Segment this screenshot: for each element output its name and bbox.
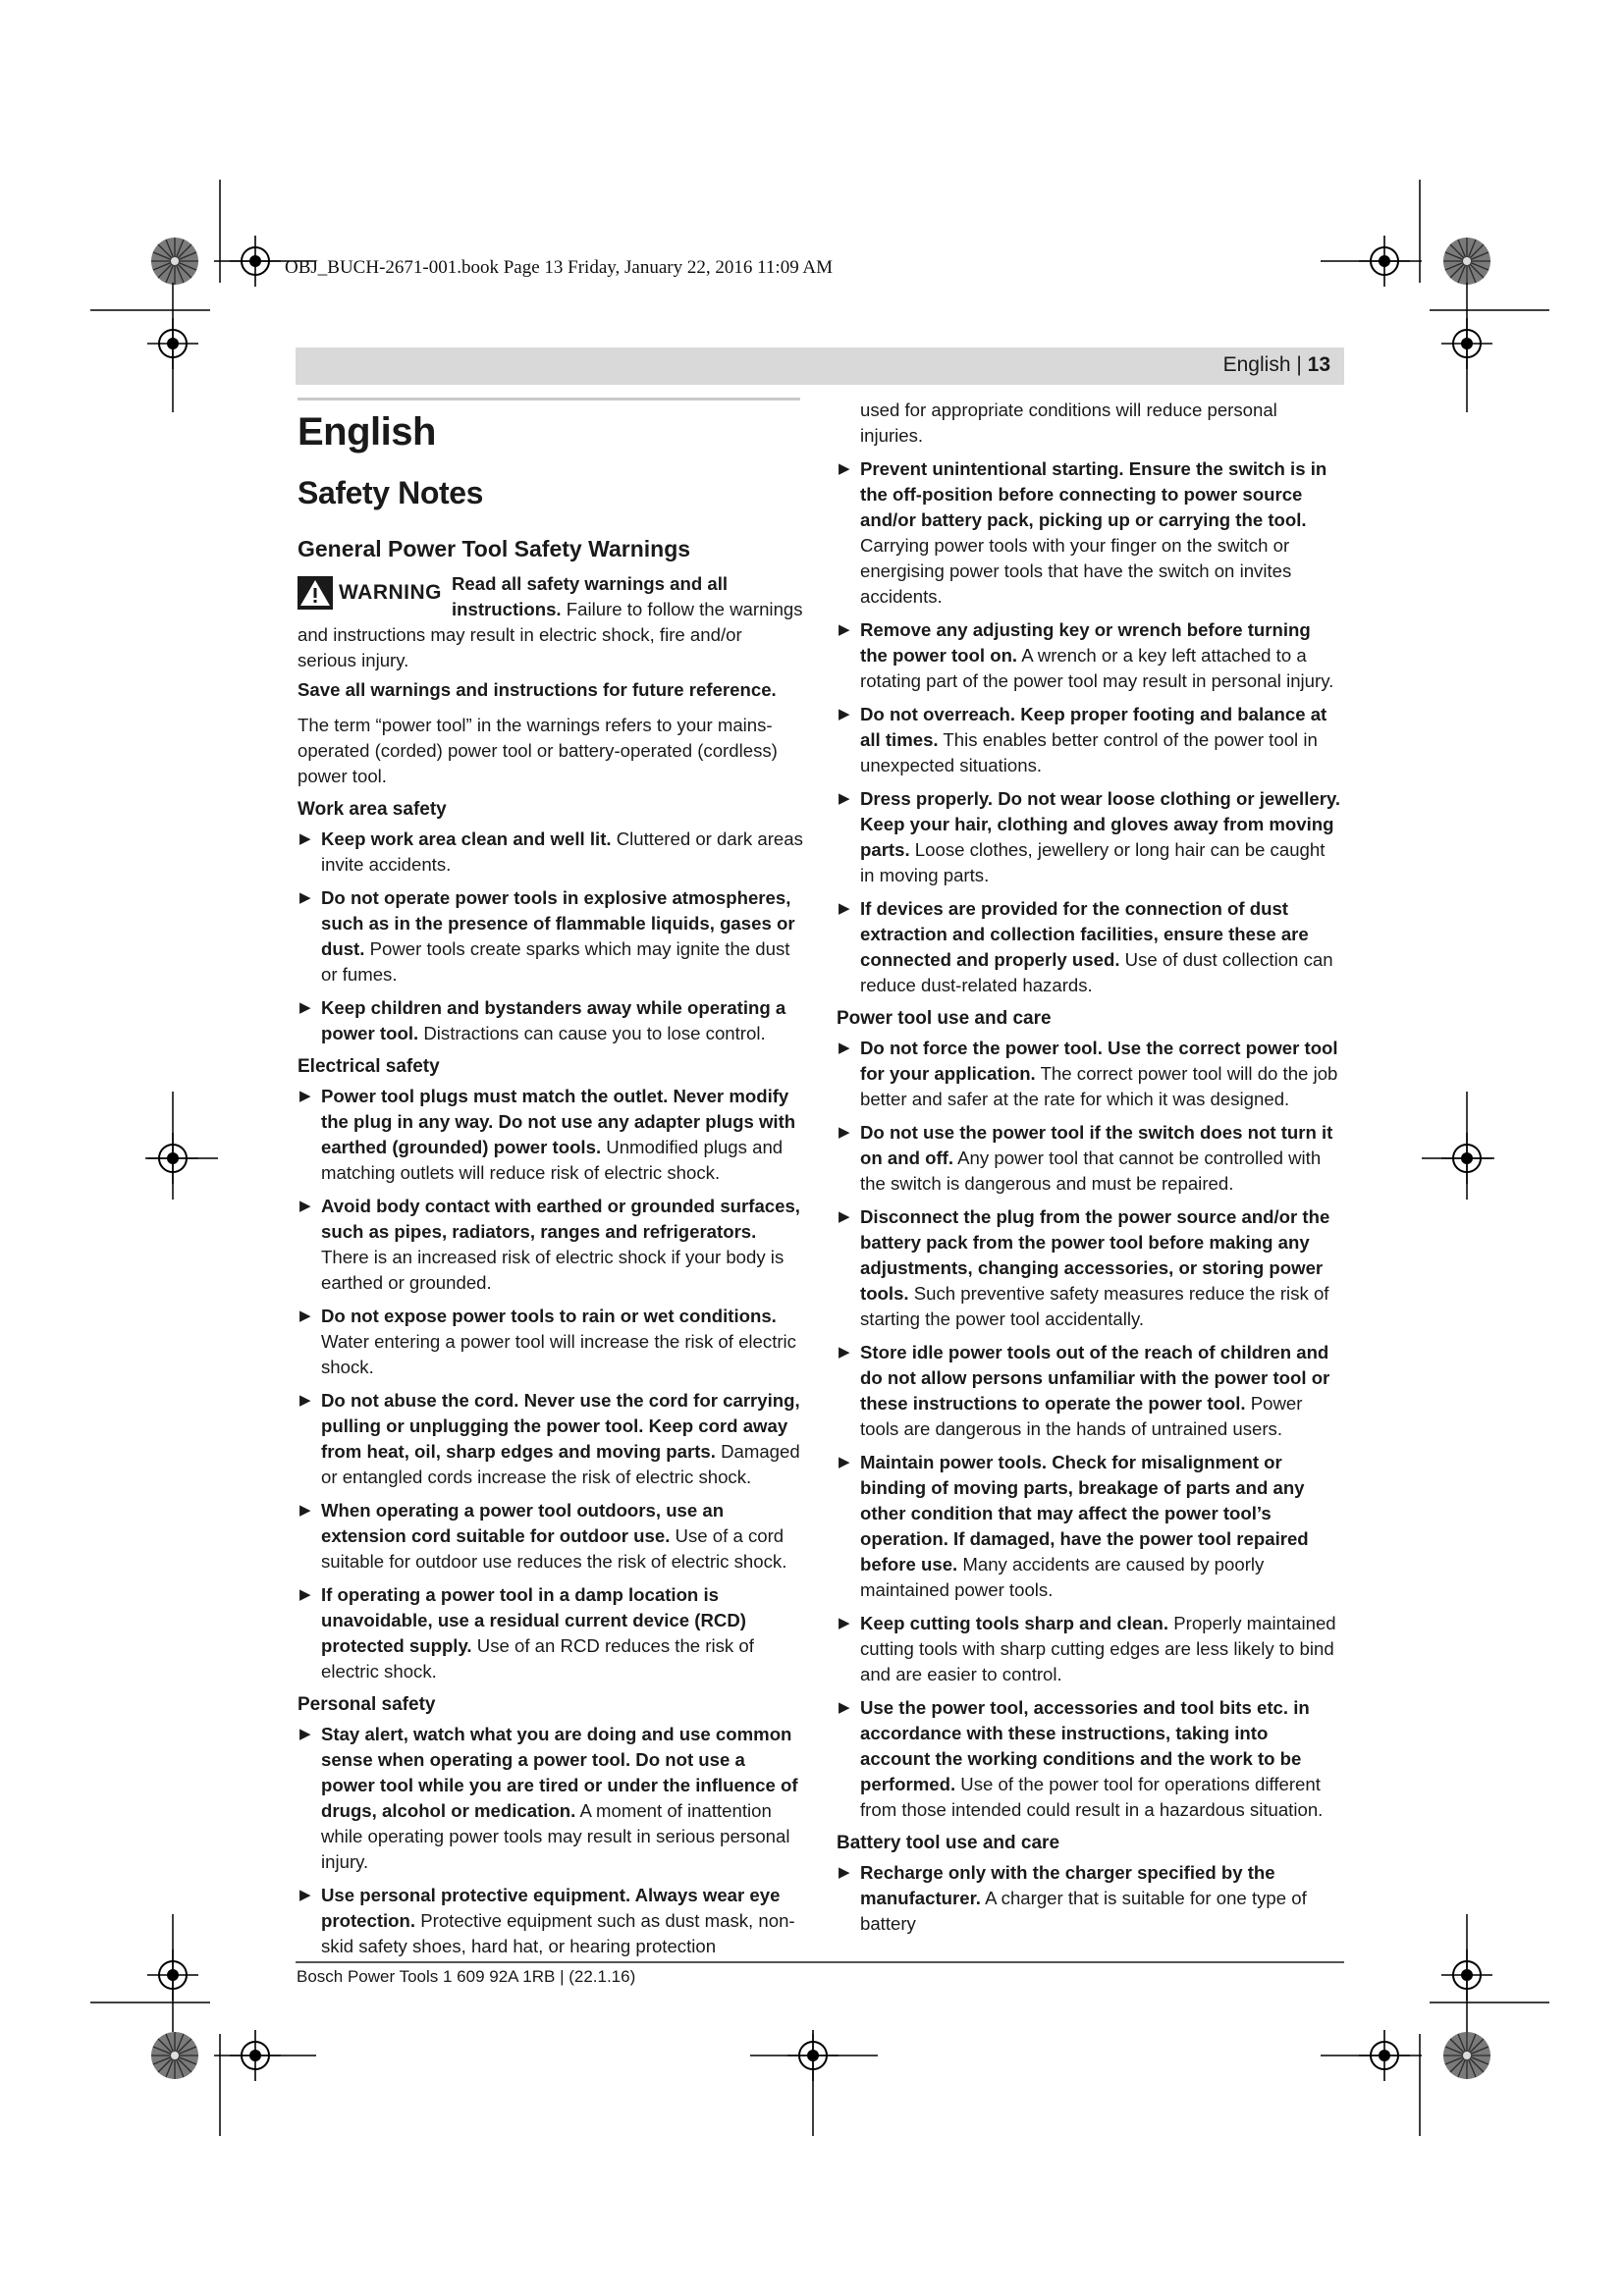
list-item — [837, 702, 1342, 778]
list-item — [298, 1388, 803, 1490]
list-item — [837, 1611, 1342, 1687]
header-separator: | — [1290, 353, 1308, 376]
item-bold: Use personal protective equipment. Always wear eye protection. — [321, 1885, 781, 1931]
bullet-arrow-icon: ▶ — [839, 1454, 850, 1470]
bullet-arrow-icon: ▶ — [299, 830, 311, 847]
bullet-arrow-icon: ▶ — [299, 1586, 311, 1603]
language-rule — [298, 398, 800, 400]
print-slug: OBJ_BUCH-2671-001.book Page 13 Friday, January 22, 2016 11:09 AM — [285, 257, 834, 278]
list-item — [837, 786, 1342, 888]
list-item — [837, 1120, 1342, 1197]
item-bold: Avoid body contact with earthed or grounded surfaces, such as pipes, radiators, ranges and refrigerators. — [321, 1196, 800, 1242]
item-text: Such preventive safety measures reduce the risk of starting the power tool accidentally. — [860, 1283, 1329, 1329]
footer-rule — [296, 1961, 1344, 1963]
list-item — [837, 1860, 1342, 1937]
item-text: Power tools are dangerous in the hands of untrained users. — [860, 1393, 1303, 1439]
item-bold: Keep children and bystanders away while operating a power tool. — [321, 997, 786, 1043]
item-bold: Disconnect the plug from the power source and/or the battery pack from the power tool before making any adjustments, changing accessories, or storing power tools. — [860, 1206, 1330, 1304]
item-bold: Power tool plugs must match the outlet. Never modify the plug in any way. Do not use any adapter plugs with earthed (grounded) power tools. — [321, 1086, 796, 1157]
item-text: Loose clothes, jewellery or long hair can be caught in moving parts. — [860, 839, 1326, 885]
warning-block — [298, 571, 803, 673]
item-bold: Stay alert, watch what you are doing and use common sense when operating a power tool. Do not use a power tool while you are tired or under the influence of drugs, alcohol or medication. — [321, 1724, 798, 1821]
bullet-arrow-icon: ▶ — [839, 621, 850, 638]
bullet-arrow-icon: ▶ — [839, 460, 850, 477]
item-bold: Do not expose power tools to rain or wet conditions. — [321, 1306, 777, 1326]
item-text: Use of dust collection can reduce dust-related hazards. — [860, 949, 1333, 995]
header-section: English — [1222, 353, 1291, 376]
power-tool-use-heading: Power tool use and care — [837, 1008, 1052, 1029]
battery-tool-heading: Battery tool use and care — [837, 1833, 1060, 1853]
item-text: There is an increased risk of electric shock if your body is earthed or grounded. — [321, 1247, 785, 1293]
item-text: A moment of inattention while operating power tools may result in serious personal injury. — [321, 1800, 790, 1872]
item-bold: Do not overreach. Keep proper footing and balance at all times. — [860, 704, 1327, 750]
power-tool-term-note: The term “power tool” in the warnings refers to your mains-operated (corded) power tool or battery-operated (cordless) power tool. — [298, 715, 778, 786]
item-text: Distractions can cause you to lose control. — [418, 1023, 766, 1043]
work-area-heading: Work area safety — [298, 799, 447, 820]
general-warnings-heading: General Power Tool Safety Warnings — [298, 536, 691, 561]
item-text: Any power tool that cannot be controlled with the switch is dangerous and must be repaired. — [860, 1148, 1322, 1194]
item-text: Properly maintained cutting tools with sharp cutting edges are less likely to bind and are easier to control. — [860, 1613, 1336, 1684]
bullet-arrow-icon: ▶ — [299, 1887, 311, 1903]
bullet-arrow-icon: ▶ — [839, 1864, 850, 1881]
item-bold: If devices are provided for the connection of dust extraction and collection facilities, ensure these are connected and properly used. — [860, 898, 1309, 970]
item-bold: Dress properly. Do not wear loose clothing or jewellery. Keep your hair, clothing and gloves away from moving parts. — [860, 788, 1341, 860]
bullet-arrow-icon: ▶ — [299, 1726, 311, 1742]
item-bold: Remove any adjusting key or wrench before turning the power tool on. — [860, 619, 1311, 666]
list-item — [837, 1695, 1342, 1823]
item-text: Protective equipment such as dust mask, non-skid safety shoes, hard hat, or hearing protection — [321, 1910, 795, 1956]
item-bold: Prevent unintentional starting. Ensure the switch is in the off-position before connecting to power source and/or battery pack, picking up or carrying the tool. — [860, 458, 1327, 530]
bullet-arrow-icon: ▶ — [299, 1088, 311, 1104]
list-item — [298, 1582, 803, 1684]
page-footer: Bosch Power Tools 1 609 92A 1RB | (22.1.16) — [297, 1967, 636, 1986]
item-text: Many accidents are caused by poorly maintained power tools. — [860, 1554, 1265, 1600]
item-text: Use of an RCD reduces the risk of electric shock. — [321, 1635, 754, 1682]
bullet-arrow-icon: ▶ — [839, 1699, 850, 1716]
bullet-arrow-icon: ▶ — [299, 1502, 311, 1519]
list-item — [837, 896, 1342, 998]
warning-bold: Read all safety warnings and all instructions. — [452, 573, 729, 619]
page-header — [296, 347, 1344, 385]
list-item — [837, 456, 1342, 610]
left-column — [298, 398, 803, 1967]
warning-triangle-icon — [298, 576, 333, 610]
item-bold: Recharge only with the charger specified by the manufacturer. — [860, 1862, 1275, 1908]
continued-text: used for appropriate conditions will reduce personal injuries. — [860, 400, 1277, 446]
item-text: The correct power tool will do the job better and safer at the rate for which it was designed. — [860, 1063, 1338, 1109]
personal-safety-heading: Personal safety — [298, 1694, 436, 1715]
page-number: 13 — [1307, 353, 1330, 376]
bullet-arrow-icon: ▶ — [839, 706, 850, 722]
list-item — [298, 1084, 803, 1186]
list-item — [298, 827, 803, 878]
item-bold: Do not force the power tool. Use the correct power tool for your application. — [860, 1038, 1338, 1084]
item-bold: Do not use the power tool if the switch does not turn it on and off. — [860, 1122, 1333, 1168]
warning-badge — [298, 575, 442, 611]
item-text: Water entering a power tool will increase the risk of electric shock. — [321, 1331, 796, 1377]
item-bold: Maintain power tools. Check for misalignment or binding of moving parts, breakage of parts and any other condition that may affect the power tool’s operation. If damaged, have the power tool repaired before use. — [860, 1452, 1309, 1575]
bullet-arrow-icon: ▶ — [299, 1198, 311, 1214]
bullet-arrow-icon: ▶ — [839, 900, 850, 917]
save-instructions-note: Save all warnings and instructions for future reference. — [298, 679, 777, 700]
right-column — [837, 398, 1342, 1945]
item-bold: When operating a power tool outdoors, use an extension cord suitable for outdoor use. — [321, 1500, 725, 1546]
bullet-arrow-icon: ▶ — [299, 889, 311, 906]
item-bold: Keep work area clean and well lit. — [321, 828, 612, 849]
item-text: A charger that is suitable for one type of battery — [860, 1888, 1307, 1934]
list-item — [298, 995, 803, 1046]
item-text: Power tools create sparks which may ignite the dust or fumes. — [321, 938, 790, 985]
item-bold: Keep cutting tools sharp and clean. — [860, 1613, 1169, 1633]
electrical-safety-heading: Electrical safety — [298, 1056, 440, 1077]
bullet-arrow-icon: ▶ — [299, 999, 311, 1016]
list-item — [837, 1340, 1342, 1442]
bullet-arrow-icon: ▶ — [839, 1344, 850, 1361]
item-bold: If operating a power tool in a damp location is unavoidable, use a residual current device (RCD) protected supply. — [321, 1584, 746, 1656]
list-item — [298, 1883, 803, 1959]
bullet-arrow-icon: ▶ — [839, 790, 850, 807]
bullet-arrow-icon: ▶ — [299, 1308, 311, 1324]
warning-label: WARNING — [339, 581, 442, 604]
item-text: Use of the power tool for operations different from those intended could result in a hazardous situation. — [860, 1774, 1324, 1820]
item-bold: Do not abuse the cord. Never use the cord for carrying, pulling or unplugging the power tool. Keep cord away from heat, oil, sharp edges and moving parts. — [321, 1390, 800, 1462]
bullet-arrow-icon: ▶ — [839, 1040, 850, 1056]
bullet-arrow-icon: ▶ — [299, 1392, 311, 1409]
item-text: This enables better control of the power tool in unexpected situations. — [860, 729, 1318, 775]
item-text: A wrench or a key left attached to a rotating part of the power tool may result in personal injury. — [860, 645, 1334, 691]
list-item — [837, 1036, 1342, 1112]
list-item — [298, 1304, 803, 1380]
item-bold: Use the power tool, accessories and tool bits etc. in accordance with these instructions, taking into account the working conditions and the work to be performed. — [860, 1697, 1310, 1794]
item-text: Use of a cord suitable for outdoor use reduces the risk of electric shock. — [321, 1525, 787, 1572]
language-heading: English — [298, 410, 436, 454]
item-text: Cluttered or dark areas invite accidents. — [321, 828, 803, 875]
item-text: Unmodified plugs and matching outlets will reduce risk of electric shock. — [321, 1137, 784, 1183]
bullet-arrow-icon: ▶ — [839, 1124, 850, 1141]
item-text: Carrying power tools with your finger on the switch or energising power tools that have the switch on invites accidents. — [860, 535, 1292, 607]
list-item — [298, 885, 803, 988]
warning-text: Failure to follow the warnings and instructions may result in electric shock, fire and/or serious injury. — [298, 599, 803, 670]
list-item — [837, 617, 1342, 694]
header-label — [1223, 353, 1330, 377]
list-item — [837, 1450, 1342, 1603]
item-bold: Do not operate power tools in explosive atmospheres, such as in the presence of flammable liquids, gases or dust. — [321, 887, 795, 959]
safety-notes-heading: Safety Notes — [298, 475, 484, 510]
list-item — [298, 1194, 803, 1296]
bullet-arrow-icon: ▶ — [839, 1615, 850, 1631]
bullet-arrow-icon: ▶ — [839, 1208, 850, 1225]
item-bold: Store idle power tools out of the reach of children and do not allow persons unfamiliar with the power tool or these instructions to operate the power tool. — [860, 1342, 1330, 1414]
list-item — [298, 1722, 803, 1875]
item-text: Damaged or entangled cords increase the risk of electric shock. — [321, 1441, 800, 1487]
list-item — [837, 1204, 1342, 1332]
list-item — [298, 1498, 803, 1575]
